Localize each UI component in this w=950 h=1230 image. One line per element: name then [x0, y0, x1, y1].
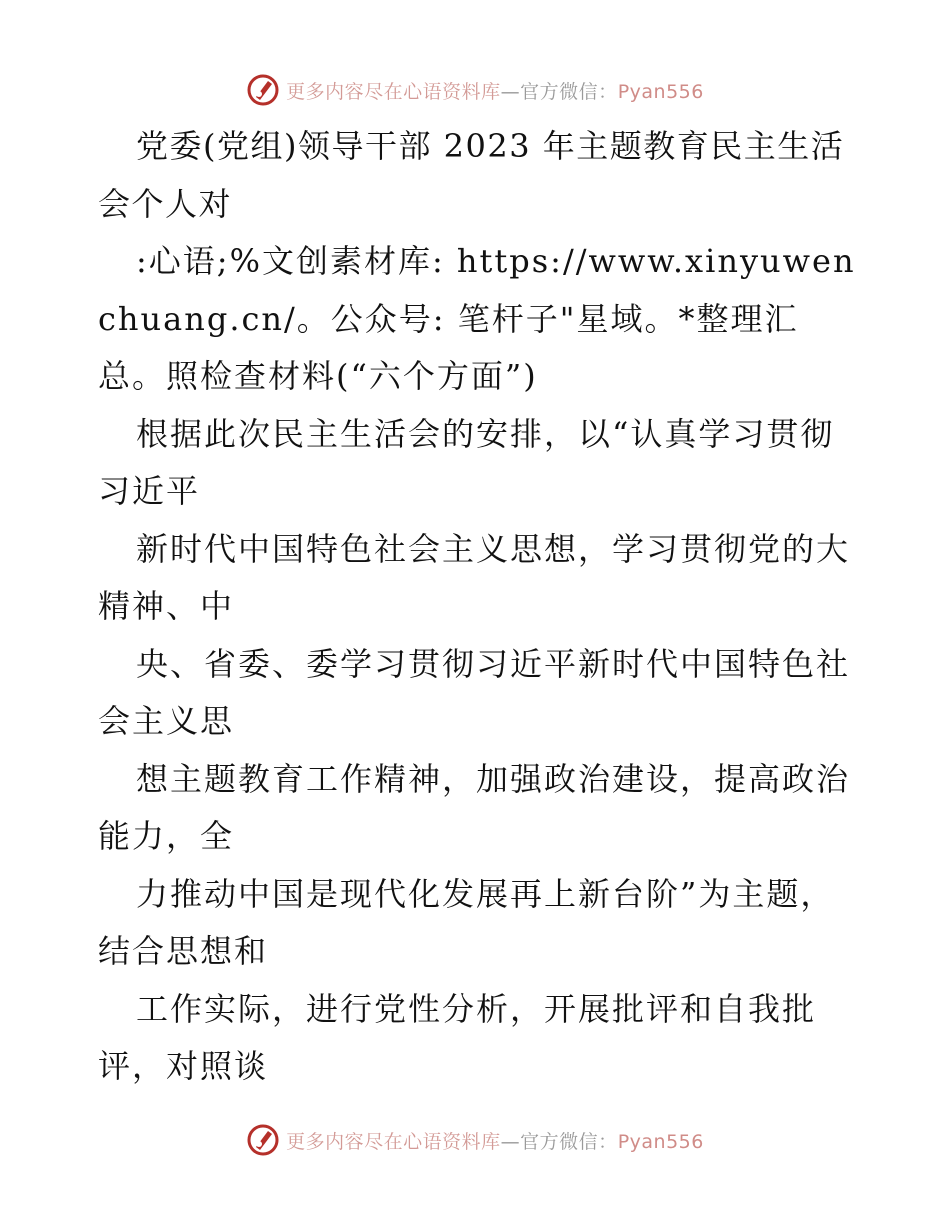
footer-watermark-banner: [0, 1120, 950, 1160]
footer-wechat-id: Pyan556: [617, 1130, 704, 1153]
header-promo-text: [286, 77, 704, 104]
body-paragraph: 想主题教育工作精神，加强政治建设，提高政治能力，全: [98, 759, 851, 855]
header-wechat-id: Pyan556: [617, 80, 704, 103]
body-paragraph: 央、省委、委学习贯彻习近平新时代中国特色社会主义思: [98, 644, 851, 740]
pen-logo-icon: [246, 1123, 280, 1157]
body-paragraph: 根据此次民主生活会的安排，以“认真学习贯彻习近平: [98, 414, 835, 510]
footer-promo-title: 更多内容尽在心语资料库: [286, 1130, 501, 1153]
body-paragraph: 新时代中国特色社会主义思想，学习贯彻党的大精神、中: [98, 529, 851, 625]
pen-logo-icon: [246, 73, 280, 107]
document-body: [98, 118, 858, 1096]
header-dash: —: [500, 80, 521, 103]
footer-promo-text: [286, 1127, 704, 1154]
footer-dash: —: [500, 1130, 521, 1153]
header-wechat-label: 官方微信：: [520, 80, 618, 103]
body-paragraph: 力推动中国是现代化发展再上新台阶”为主题，结合思想和: [98, 874, 835, 970]
header-promo-title: 更多内容尽在心语资料库: [286, 80, 501, 103]
footer-wechat-label: 官方微信：: [520, 1130, 618, 1153]
document-title-paragraph: 党委(党组)领导干部 2023 年主题教育民主生活会个人对: [98, 127, 845, 223]
body-paragraph: 工作实际，进行党性分析，开展批评和自我批评，对照谈: [98, 989, 817, 1085]
source-note-paragraph: :心语;%文创素材库: https://www.xinyuwenchuang.cn/。公众号: 笔杆子"星域。*整理汇总。照检查材料(“六个方面”): [98, 242, 856, 395]
header-watermark-banner: [0, 70, 950, 110]
